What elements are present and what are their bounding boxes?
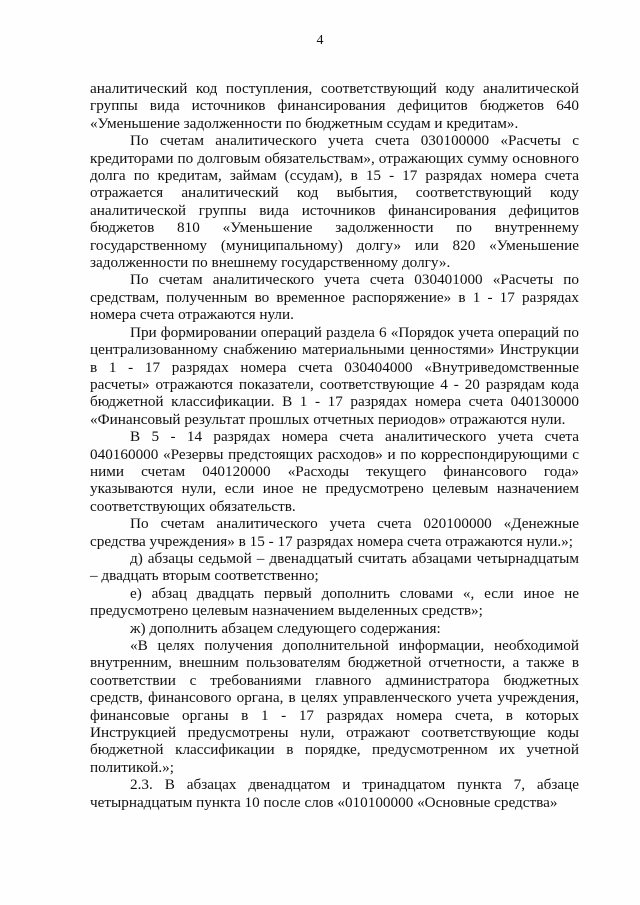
paragraph: е) абзац двадцать первый дополнить словами «, если иное не предусмотрено целевым назначением выделенных средств»; <box>90 584 579 620</box>
paragraph: «В целях получения дополнительной информации, необходимой внутренним, внешним пользователям бюджетной отчетности, а также в соответствии с требованиями главного администратора бюджетных средств, финансового органа, в целях управленческого учета учреждения, финансовые органы в 1 - 17 разрядах номера счета, в которых Инструкцией предусмотрены нули, отражают соответствующие коды бюджетной классификации в порядке, предусмотренном их учетной политикой.»; <box>90 637 579 776</box>
paragraph: д) абзацы седьмой – двенадцатый считать абзацами четырнадцатым – двадцать вторым соответственно; <box>90 549 579 585</box>
paragraph: аналитический код поступления, соответствующий коду аналитической группы вида источников финансирования дефицитов бюджетов 640 «Уменьшение задолженности по бюджетным ссудам и кредитам». <box>90 80 579 132</box>
paragraph: По счетам аналитического учета счета 030401000 «Расчеты по средствам, полученным во временное распоряжение» в 1 - 17 разрядах номера счета отражаются нули. <box>90 271 579 324</box>
paragraph: По счетам аналитического учета счета 020100000 «Денежные средства учреждения» в 15 - 17 разрядах номера счета отражаются нули.»; <box>90 515 579 550</box>
paragraph: 2.3. В абзацах двенадцатом и тринадцатом пункта 7, абзаце четырнадцатым пункта 10 после слов «010100000 «Основные средства» <box>90 776 579 811</box>
document-body <box>90 80 579 811</box>
page-number: 4 <box>316 33 324 48</box>
paragraph: По счетам аналитического учета счета 030100000 «Расчеты с кредиторами по долговым обязательствам», отражающих сумму основного долга по кредитам, займам (ссудам), в 15 - 17 разрядах номера счета отражается аналитический код выбытия, соответствующий коду аналитической группы вида источников финансирования дефицитов бюджетов 810 «Уменьшение задолженности по внутреннему государственному (муниципальному) долгу» или 820 «Уменьшение задолженности по внешнему государственному долгу». <box>90 132 579 272</box>
paragraph: При формировании операций раздела 6 «Порядок учета операций по централизованному снабжению материальными ценностями» Инструкции в 1 - 17 разрядах номера счета 030404000 «Внутриведомственные расчеты» отражаются показатели, соответствующие 4 - 20 разрядам кода бюджетной классификации. В 1 - 17 разрядах номера счета 040130000 «Финансовый результат прошлых отчетных периодов» отражаются нули. <box>90 323 579 428</box>
paragraph: В 5 - 14 разрядах номера счета аналитического учета счета 040160000 «Резервы предстоящих расходов» и по корреспондирующими с ними счетам 040120000 «Расходы текущего финансового года» указываются нули, если иное не предусмотрено целевым назначением соответствующих обязательств. <box>90 428 579 515</box>
paragraph: ж) дополнить абзацем следующего содержания: <box>130 619 441 637</box>
